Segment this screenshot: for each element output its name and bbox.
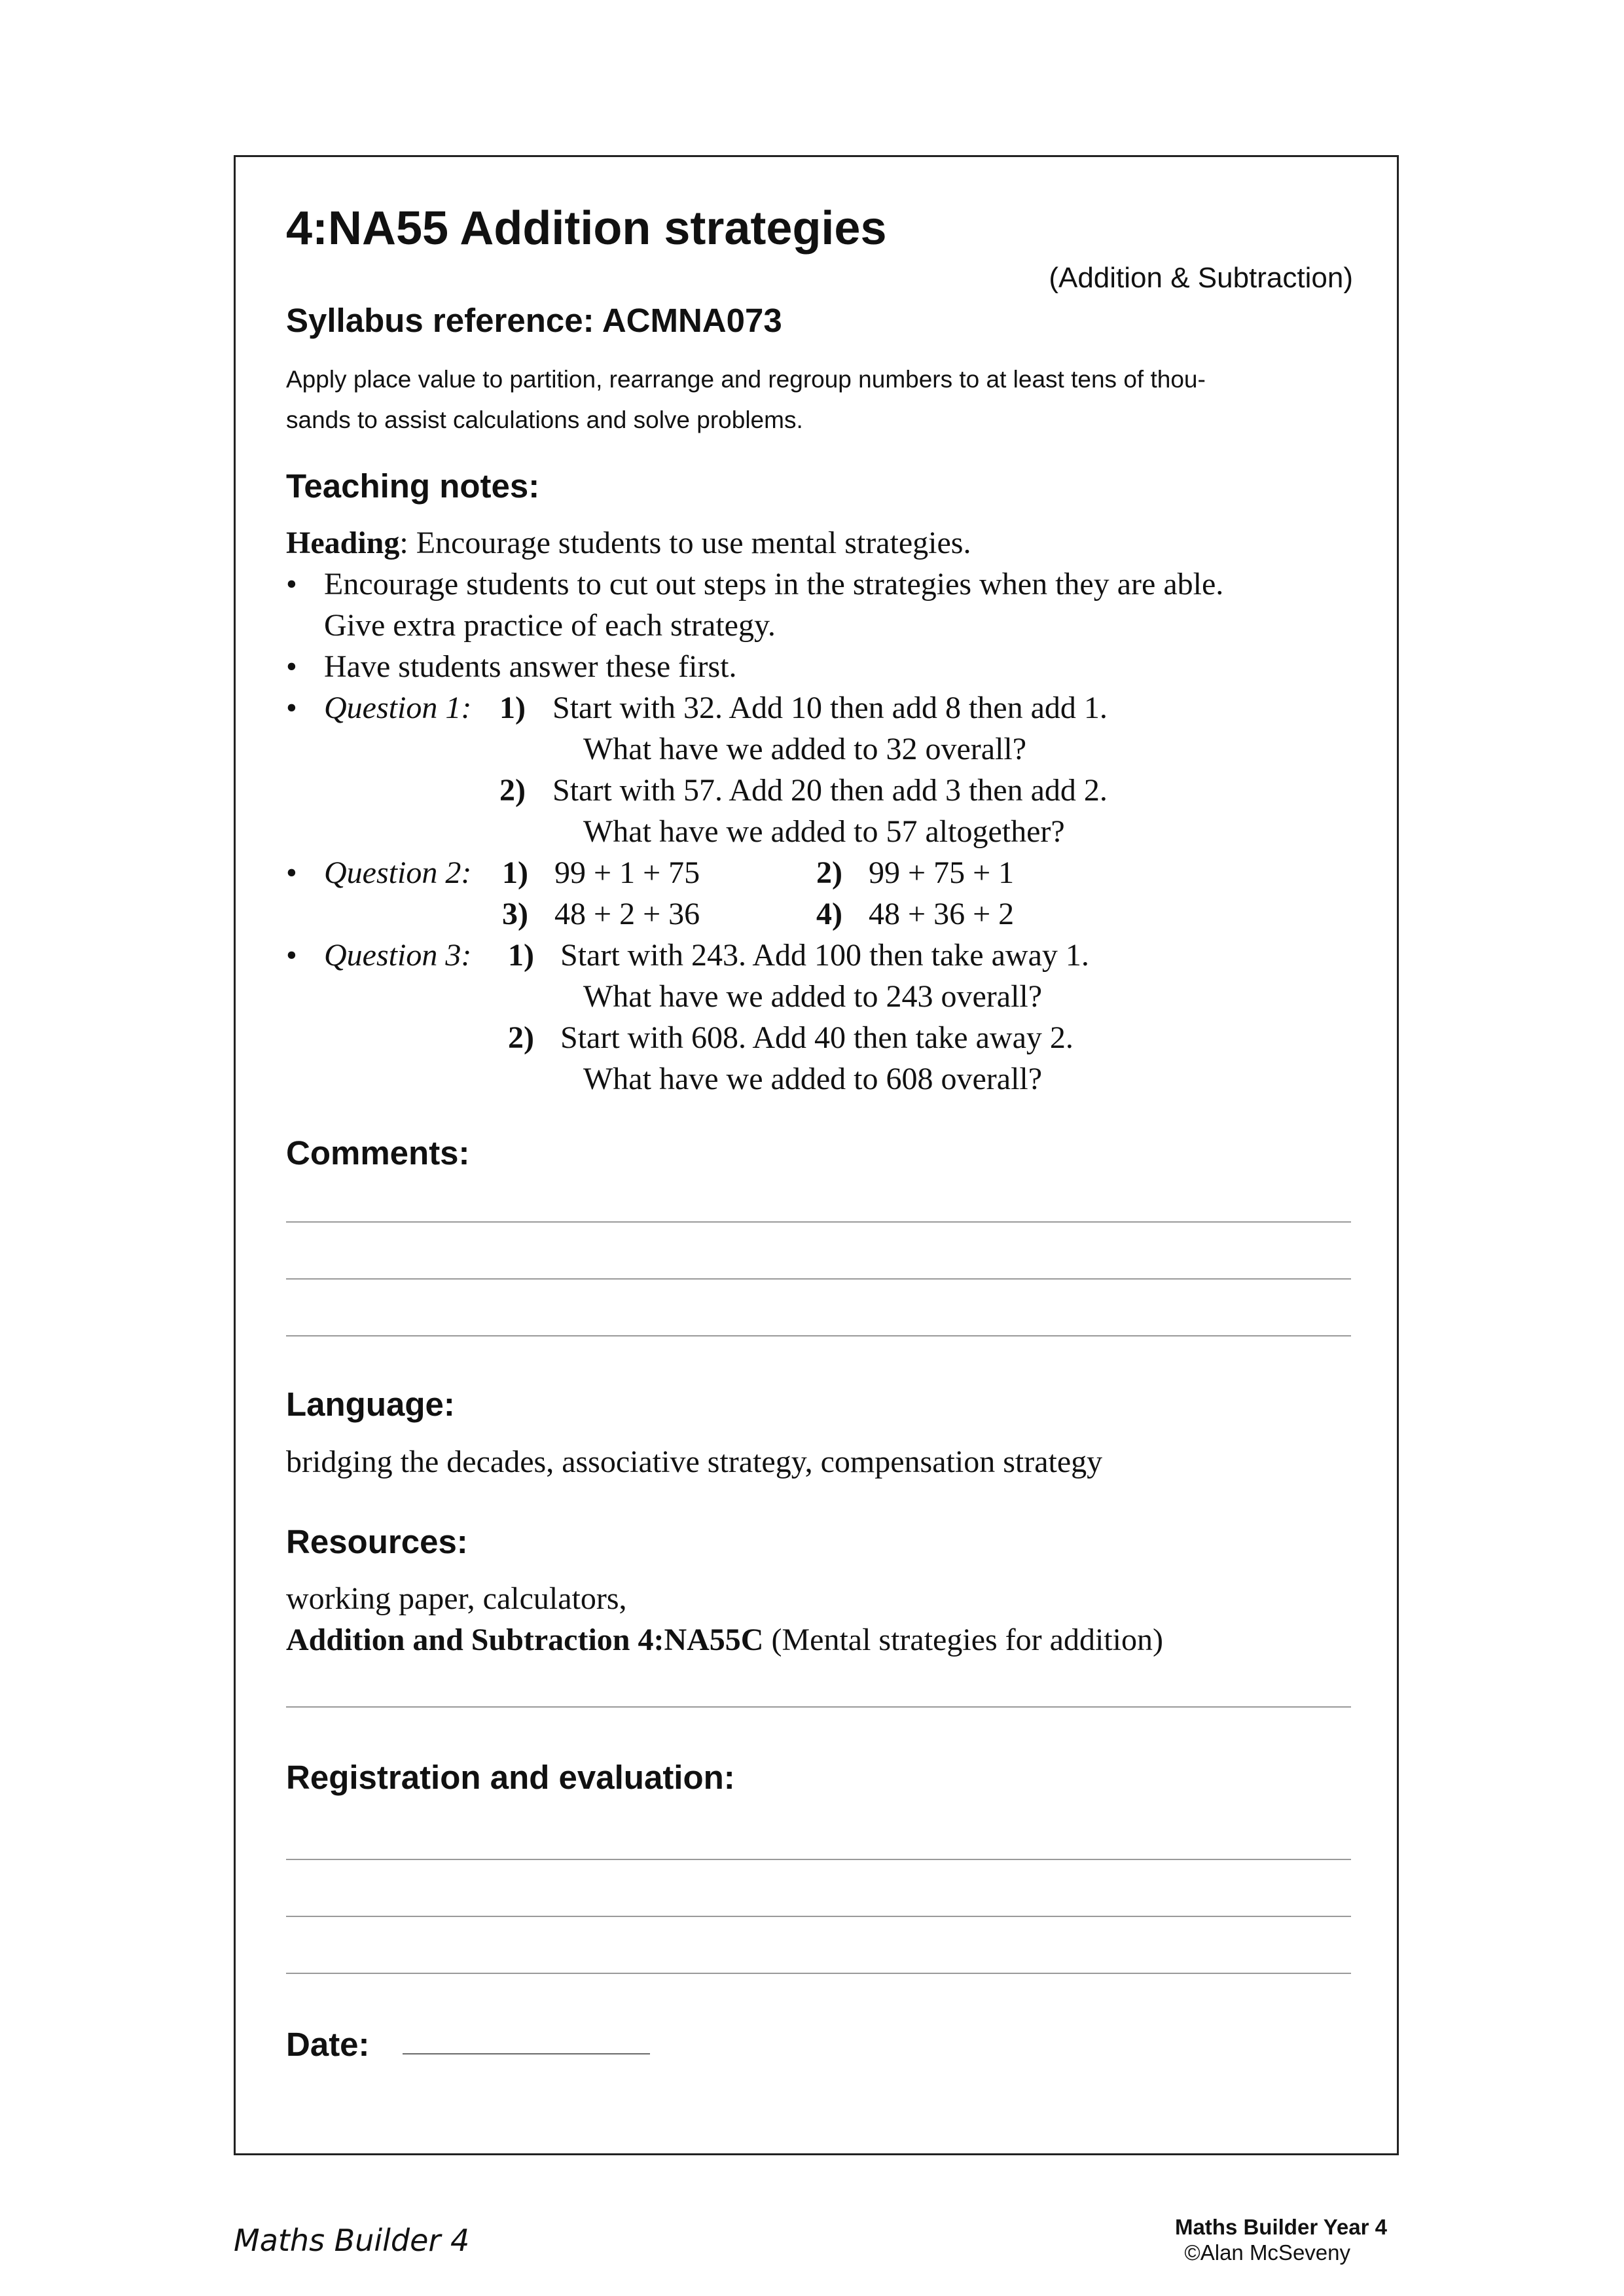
- language-text: bridging the decades, associative strategy, compensation strategy: [286, 1444, 1103, 1479]
- question-1-item-2-line-1: Start with 57. Add 20 then add 3 then add 2.: [552, 773, 1108, 808]
- bullet-1-line-2: Give extra practice of each strategy.: [324, 608, 776, 643]
- question-3-item-1-line-2: What have we added to 243 overall?: [583, 979, 1043, 1014]
- heading-note: [286, 525, 971, 561]
- heading-note-text: : Encourage students to use mental strategies.: [399, 526, 971, 560]
- comments-line-3: [286, 1335, 1351, 1336]
- bullet-1-marker: •: [286, 567, 297, 601]
- question-3-item-2-line-1: Start with 608. Add 40 then take away 2.: [560, 1020, 1074, 1055]
- footer-series-title: Maths Builder Year 4: [1174, 2215, 1387, 2239]
- heading-note-label: Heading: [286, 526, 400, 560]
- bullet-q3-marker: •: [286, 938, 297, 973]
- resources-worksheet-desc: (Mental strategies for addition): [763, 1623, 1163, 1657]
- registration-line-3: [286, 1973, 1351, 1974]
- language-heading: Language:: [286, 1386, 455, 1423]
- question-2-label-text: Question 2:: [324, 855, 472, 890]
- question-3-item-2-number: [508, 1020, 534, 1056]
- resources-worksheet-ref: Addition and Subtraction 4:NA55C: [286, 1623, 764, 1657]
- question-2-item-4-number: [816, 896, 842, 932]
- question-1-item-2-line-2: What have we added to 57 altogether?: [583, 814, 1065, 849]
- syllabus-heading: Syllabus reference: ACMNA073: [286, 302, 782, 339]
- bullet-q1-marker: •: [286, 691, 297, 725]
- registration-line-2: [286, 1916, 1351, 1917]
- q2-n2: 2): [816, 855, 842, 890]
- registration-heading: Registration and evaluation:: [286, 1759, 735, 1796]
- question-2-item-2: 99 + 75 + 1: [869, 855, 1015, 890]
- question-2-item-4: 48 + 36 + 2: [869, 897, 1015, 931]
- question-3-item-1-line-1: Start with 243. Add 100 then take away 1.: [560, 938, 1089, 973]
- comments-heading: Comments:: [286, 1134, 470, 1172]
- question-1-item-2-number: [499, 772, 526, 808]
- resources-line-2: [286, 1622, 1163, 1658]
- q1-n1: 1): [499, 691, 526, 725]
- footer-copyright: ©Alan McSeveny: [1184, 2240, 1350, 2265]
- q3-n1: 1): [508, 938, 534, 973]
- question-2-item-3-number: [502, 896, 528, 932]
- syllabus-text-line-2: sands to assist calculations and solve problems.: [286, 406, 803, 433]
- comments-line-1: [286, 1221, 1351, 1223]
- bullet-2-text: Have students answer these first.: [324, 649, 737, 684]
- question-2-item-1: 99 + 1 + 75: [554, 855, 700, 890]
- bullet-q2-marker: •: [286, 855, 297, 890]
- question-2-item-3: 48 + 2 + 36: [554, 897, 700, 931]
- date-label: Date:: [286, 2026, 370, 2063]
- question-3-label-text: Question 3:: [324, 938, 472, 973]
- question-1-item-1-line-2: What have we added to 32 overall?: [583, 732, 1027, 766]
- page-title: 4:NA55 Addition strategies: [286, 202, 887, 255]
- question-2-item-1-number: [502, 855, 528, 891]
- question-3-item-2-line-2: What have we added to 608 overall?: [583, 1062, 1043, 1096]
- question-1-label-text: Question 1:: [324, 691, 472, 725]
- q2-n1: 1): [502, 855, 528, 890]
- registration-line-1: [286, 1859, 1351, 1860]
- strand-label: (Addition & Subtraction): [1049, 262, 1353, 294]
- q3-n2: 2): [508, 1020, 534, 1055]
- comments-line-2: [286, 1278, 1351, 1280]
- date-line: [403, 2053, 650, 2054]
- question-1-label: [324, 690, 471, 726]
- question-2-label: [324, 855, 471, 891]
- footer-book-title: Maths Builder 4: [234, 2223, 470, 2258]
- q1-n2: 2): [499, 773, 526, 808]
- question-3-item-1-number: [508, 937, 534, 973]
- resources-line: [286, 1706, 1351, 1708]
- question-1-item-1-line-1: Start with 32. Add 10 then add 8 then add 1.: [552, 691, 1108, 725]
- resources-heading: Resources:: [286, 1523, 468, 1560]
- teaching-notes-heading: Teaching notes:: [286, 467, 540, 505]
- question-1-item-1-number: [499, 690, 526, 726]
- bullet-2-marker: •: [286, 649, 297, 684]
- q2-n3: 3): [502, 897, 528, 931]
- q2-n4: 4): [816, 897, 842, 931]
- bullet-1-line-1: Encourage students to cut out steps in the strategies when they are able.: [324, 567, 1224, 601]
- syllabus-text-line-1: Apply place value to partition, rearrange and regroup numbers to at least tens of thou-: [286, 366, 1206, 393]
- question-3-label: [324, 937, 471, 973]
- resources-line-1: working paper, calculators,: [286, 1581, 627, 1616]
- question-2-item-2-number: [816, 855, 842, 891]
